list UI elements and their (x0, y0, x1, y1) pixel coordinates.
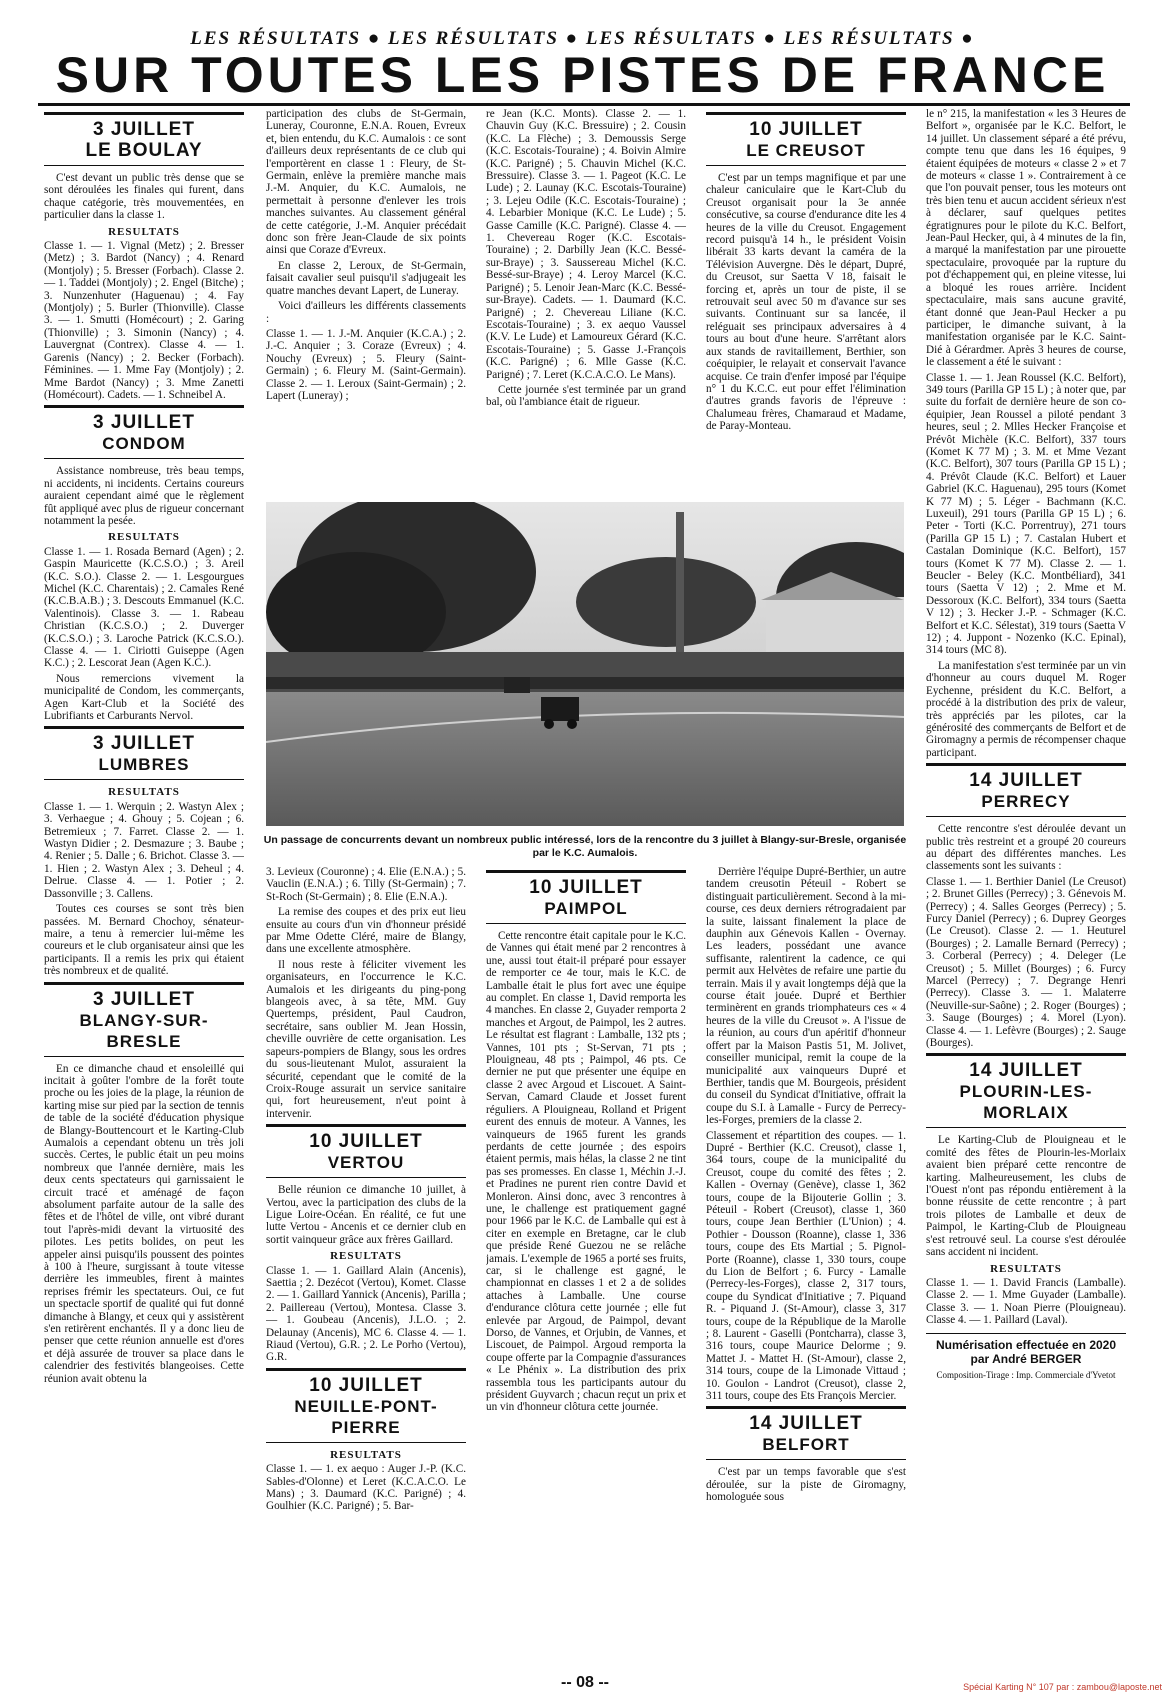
article-date: 14 JUILLET (749, 1413, 863, 1435)
results-list: Classe 1. — 1. ex aequo : Auger J.-P. (K.C. Sables-d'Olonne) et Leret (K.C.A.C.O. Le Mans) ; 3. Daumard (K.C. Parigné) ; 4. Goulhier (K.C. Parigné) ; 5. Bar- (266, 1463, 466, 1513)
article-header-plourin (926, 1053, 1126, 1128)
article-text: Il nous reste à féliciter vivement les organisateurs, en l'occurrence le K.C. Aumalois et les dirigeants du ping-pong blangeois avec, à sa tête, MM. Guy Quertemps, président, Paul Caudron, secrétaire, sans oublier M. Jean Hossin, cheville ouvrière de cette organisation. Les sapeurs-pompiers de Blangy, sous les ordres du sous-lieutenant Mulot, assuraient la sécurité, cependant que le comité de la Croix-Rouge assurait un service sanitaire qui, fort heureusement, n'eut point à intervenir. (266, 958, 466, 1120)
column-2-bottom (266, 866, 466, 1668)
article-text: En ce dimanche chaud et ensoleillé qui incitait à goûter l'ombre de la forêt toute proche ou les joies de la plage, la réunion de karting mise sur pied par la section de tennis de table de la société d'éducation physique de Blangy-Bouttencourt et le Karting-Club Aumalois a cependant obtenu un très joli succès. Certes, le public était un peu moins nombreux que l'année dernière, mais les deux cents spectateurs qui garnissaient le circuit tracé et aménagé de façon absolument parfaite autour de la salle des fêtes et de l'hôtel de ville, ont vibré durant tout l'après-midi devant la virtuosité des pilotes. Les petits bolides, on peut les appeler ainsi puisqu'ils poussent des pointes à 100 à l'heure, surgissant à toute vitesse derrière les immeubles, firent à maintes reprises frémir les spectateurs. Oui, ce fut un spectacle sportif de qualité qui fut donné dimanche à Blangy, et ceux qui y assistèrent s'en retirèrent enchantés. Il y a donc lieu de penser que cette réunion annuelle est d'ores et déjà assurée de trouver sa place dans le calendrier des festivités blangeoises. Cette réunion avait obtenu la (44, 1062, 244, 1385)
article-date: 14 JUILLET (969, 770, 1083, 792)
article-place: PLOURIN-LES-MORLAIX (959, 1082, 1093, 1123)
page-headline: SUR TOUTES LES PISTES DE FRANCE (55, 47, 1110, 103)
article-text: Cette journée s'est terminée par un grand bal, où l'ambiance était de rigueur. (486, 383, 686, 409)
photo-caption: Un passage de concurrents devant un nombreux public intéressé, lors de la rencontre du 3 juillet à Blangy-sur-Bresle, organisée par le K.C. Aumalois. (263, 834, 907, 859)
article-text: La remise des coupes et des prix eut lieu ensuite au cours d'un vin d'honneur présidé par Mme Odette Cléré, maire de Blangy, dans une excellente atmosphère. (266, 906, 466, 956)
results-heading: RESULTATS (330, 1250, 402, 1263)
scan-credit: Numérisation effectuée en 2020 par André BERGER (926, 1333, 1126, 1366)
article-place: PAIMPOL (544, 899, 628, 918)
results-list: Classe 1. — 1. Vignal (Metz) ; 2. Bresser (Metz) ; 3. Bardot (Nancy) ; 4. Renard (Montjoly) ; 5. Bresser (Forbach). Classe 2. — 1. Taddei (Montjoly) ; 2. Engel (Bitche) ; 3. Nunzenhuter (Haguenau) ; 4. Fay (Montjoly) ; 5. Burler (Thionville). Classe 3. — 1. Smutti (Homécourt) ; 2. Garing (Thionville) ; 3. Simonin (Nancy) ; 4. Lauvergnat (Contrex). Classe 4. — 1. Garenis (Nancy) ; 2. Becker (Forbach). Féminines. — 1. Mme Fay (Montjoly) ; 2. Mme Bardot (Nancy) ; 3. Mme Zanetti (Homécourt). Cadets. — 1. Schneibel A. (44, 240, 244, 401)
results-heading: RESULTATS (108, 786, 180, 799)
article-place: LUMBRES (98, 755, 190, 775)
headline-rule (38, 103, 1130, 106)
section-banner: LES RÉSULTATS ● LES RÉSULTATS ● LES RÉSULTATS ● LES RÉSULTATS ● (190, 28, 975, 49)
results-list: Classe 1. — 1. J.-M. Anquier (K.C.A.) ; 2. J.-C. Anquier ; 3. Coraze (Evreux) ; 4. Nouchy (Evreux) ; 5. Fleury (Saint-Germain) ; 6. Fleury M. (Saint-Germain). Classe 2. — 1. Leroux (Saint-Germain) ; 2. Lapert (Luneray) ; (266, 327, 466, 402)
article-text: Le Karting-Club de Plouigneau et le comité des fêtes de Plourin-les-Morlaix avaient bien préparé cette rencontre de karting. Malheureusement, les clubs de l'Ouest n'ont pas répondu entièrement à la bonne réussite de cette rencontre ; à part trois pilotes de Lamballe et deux de Paimpol, le Karting-Club de Plouigneau s'est retrouvé seul. La course s'est déroulée sans accident ni incident. (926, 1134, 1126, 1259)
article-date: 10 JUILLET (309, 1374, 423, 1396)
article-text: C'est devant un public très dense que se sont déroulées les finales qui furent, dans chaque catégorie, très mouvementées, en particulier dans la classe 1. (44, 172, 244, 222)
article-header-vertou (266, 1124, 466, 1178)
article-date: 10 JUILLET (529, 877, 643, 898)
article-place: PERRECY (981, 792, 1071, 812)
results-list: Classe 1. — 1. David Francis (Lamballe). Classe 2. — 1. Mme Guyader (Lamballe). Classe 3. — 1. Noan Pierre (Plouigneau). Classe 4. — 1. Paillard (Laval). (926, 1276, 1126, 1327)
page-number: -- 08 -- (561, 1674, 609, 1691)
article-place: BELFORT (762, 1435, 850, 1455)
results-list: Classe 1. — 1. Gaillard Alain (Ancenis), Saettia ; 2. Dezécot (Vertou), Komet. Classe 2. — 1. Gaillard Yannick (Ancenis), Parilla ; 2. Paillereau (Vertou), Montesa. Classe 3. — 1. Goubeau (Ancenis), J.L.O. ; 2. Delaunay (Ancenis), MC 6. Classe 4. — 1. Riaud (Vertou), G.R. ; 2. Le Porho (Vertou), G.R. (266, 1264, 466, 1364)
results-heading: RESULTATS (108, 531, 180, 544)
article-place: LE CREUSOT (746, 141, 866, 160)
article-place: NEUILLE-PONT-PIERRE (294, 1396, 438, 1437)
article-header-creusot (706, 112, 906, 166)
article-header-boulay (44, 112, 244, 166)
article-text: En classe 2, Leroux, de St-Germain, faisait cavalier seul puisqu'il s'adjugeait les quatre manches devant Lapert, de Luneray. (266, 259, 466, 297)
article-text: C'est par un temps magnifique et par une chaleur caniculaire que le Kart-Club du Creusot organisait pour la 3e année consécutive, sa course d'endurance dite les 4 heures de la ville du Creusot. Engagement record puisqu'à 14 h., le président Voisin libérait 33 karts devant la caméra de la Télévision Auvergne. Dès le départ, Dupré, du Creusot, sur Saetta V 18, faisait le forcing et, après un tour de piste, il se retrouvait seul avec 50 m d'avance sur ses suivants. Continuant sur sa lancée, il reléguait ses principaux adversaires à 4 tours au bout d'une heure. S'arrêtant alors aux stands de ravitaillement, Berthier, son coéquipier, le relayait et conservait l'avance acquise. Ce train d'enfer imposé par l'équipe n° 1 du K.C.C. eut pour effet l'élimination d'autres grands favoris de l'épreuve : Chalumeau frères, Chamaraud et Madame, de Paray-Monteau. (706, 172, 906, 433)
article-header-belfort (706, 1406, 906, 1460)
article-date: 14 JUILLET (969, 1060, 1083, 1082)
article-date: 3 JUILLET (93, 733, 195, 755)
article-text: 3. Levieux (Couronne) ; 4. Elie (E.N.A.) ; 5. Vauclin (E.N.A.) ; 6. Tilly (St-Germain) ; 7. St-Roch (St-Germain) ; 8. Elie (E.N.A.). (266, 866, 466, 903)
article-header-blangy (44, 982, 244, 1057)
article-text: La manifestation s'est terminée par un vin d'honneur au cours duquel M. Roger Eychenne, président du K.C. Belfort, a procédé à la distribution des prix de valeur, très appréciés par les pilotes, car la générosité des commerçants de Belfort et de Giromagny a permis de récompenser chaque participant. (926, 659, 1126, 759)
printer-credit: Composition-Tirage : Imp. Commerciale d'Yvetot (936, 1369, 1116, 1380)
article-date: 3 JUILLET (93, 988, 195, 1010)
article-text: Cette rencontre s'est déroulée devant un public très restreint et a groupé 20 coureurs au départ des différentes manches. Les classements sont les suivants : (926, 823, 1126, 873)
column-4-bottom (706, 866, 906, 1668)
results-list: re Jean (K.C. Monts). Classe 2. — 1. Chauvin Guy (K.C. Bressuire) ; 2. Cousin (K.C. La Flèche) ; 3. Demoussis Serge (K.C. Escotais-Touraine) ; 4. Boivin Almire (K.C. Parigné) ; 5. Chauvin Michel (K.C. Bressuire). Classe 3. — 1. Pageot (K.C. Le Lude) ; 2. Launay (K.C. Escotais-Touraine) ; 3. Lejeu Odile (K.C. Escotais-Touraine) ; 4. Lebarbier Monique (K.C. Le Lude) ; 5. Gasse Camille (K.C. Parigné). Classe 4. — 1. Chevereau Roger (K.C. Escotais-Touraine) ; 2. Darbilly Jean (K.C. Bessé-sur-Braye) ; 3. Saussereau Michel (K.C. Bessé-sur-Braye) ; 4. Leroy Marcel (K.C. Parigné) ; 5. Lenoir Jean-Marc (K.C. Bessé-sur-Braye). Cadets. — 1. Daumard (K.C. Parigné) ; 2. Chevereau Liliane (K.C. Escotais-Touraine) ; 3. ex aequo Vaussel (K.V. Le Lude) et Lamoureux Gérard (K.C. Escotais-Touraine) ; 5. Gasse J.-François (K.C. Parigné) ; 6. Mlle Gasse (K.C. Parigné) ; 7. Leret (K.C.A.C.O. Le Mans). (486, 108, 686, 381)
results-list: Classe 1. — 1. Werquin ; 2. Wastyn Alex ; 3. Verhaegue ; 4. Ghouy ; 5. Cojean ; 6. Betremieux ; 7. Farret. Classe 2. — 1. Wastyn Didier ; 2. Desmazure ; 3. Baube ; 4. Renier ; 5. Dalle ; 6. Brichot. Classe 3. — 1. Hien ; 2. Wastyn Alex ; 3. Deheul ; 4. Delrue. Classe 4. — 1. Potier ; 2. Dassonville ; 3. Callens. (44, 800, 244, 900)
results-heading: RESULTATS (330, 1448, 402, 1461)
article-place: CONDOM (102, 434, 186, 454)
article-header-paimpol (486, 870, 686, 924)
column-1 (44, 108, 244, 1668)
article-header-condom (44, 405, 244, 459)
article-date: 3 JUILLET (93, 412, 195, 434)
column-3-bottom (486, 866, 686, 1668)
results-heading: RESULTATS (108, 225, 180, 238)
article-header-lumbres (44, 726, 244, 780)
article-text: Assistance nombreuse, très beau temps, ni accidents, ni incidents. Certains coureurs auraient cependant aimé que le règlement fût appliqué avec plus de rigueur concernant notamment la pesée. (44, 465, 244, 527)
results-list: Classement et répartition des coupes. — 1. Dupré - Berthier (K.C. Creusot), classe 1, 364 tours, coupe de la municipalité du Creusot, coupe du comité des fêtes ; 2. Kallen - Overnay (Genève), classe 1, 362 tours, coupe de la Bijouterie Gollin ; 3. Péteuil - Robert (Creusot), classe 1, 360 tours, coupe Jean Berthier (L'Union) ; 4. Pothier - Dousson (Roanne), classe 1, 336 tours, coupe des Ets Martial ; 5. Pignol-Porte (Roanne), classe 1, 330 tours, coupe du Lion de Belfort ; 6. Furcy - Lamalle (Perrecy-les-Forges), classe 2, 317 tours, coupe du Syndicat d'Initiative ; 7. Piquand R. - Piquand J. (St-Amour), classe 3, 317 tours, coupe de la République de la Marolle ; 8. Laurent - Gaselli (Pontcharra), classe 3, 316 tours, coupe Maurice Delorme ; 9. Mattet J. - Mattet H. (St-Amour), classe 2, 314 tours, coupe de la Limonade Vittaud ; 10. Goulon - Landrot (Creusot), classe 2, 311 tours, coupe des Ets François Mercier. (706, 1129, 906, 1403)
column-4-top (706, 108, 906, 496)
results-list: Classe 1. — 1. Rosada Bernard (Agen) ; 2. Gaspin Mauricette (K.C.S.O.) ; 3. Areil (K.C. S.O.). Classe 2. — 1. Lesgourgues Michel (K.C. Charentais) ; 2. Camales René (K.C.B.A.B.) ; 3. Descouts Emmanuel (K.C. Valentinois). Classe 3. — 1. Rabeau Christian (K.C.S.O.) ; 2. Duverger (K.C.S.O.) ; 3. Laroche Patrick (K.C.S.O.). Classe 4. — 1. Ciriotti Guiseppe (Agen K.C.) ; 2. Lescorat Jean (Agen K.C.). (44, 545, 244, 670)
article-text: Nous remercions vivement la municipalité de Condom, les commerçants, Agen Kart-Club et la Société des Lubrifiants et Carburants Nervol. (44, 672, 244, 723)
race-photo (266, 502, 904, 826)
article-text: le n° 215, la manifestation « les 3 Heures de Belfort », organisée par le K.C. Belfort, le 14 juillet. Un classement séparé a été prévu, compte tenu que dans les 16 équipes, 9 étaient équipées de moteurs « classe 2 » et 7 de moteurs « classe 1 ». Contrairement à ce que l'on pouvait penser, tous les moteurs ont très bien tenu et aucun accident sérieux n'est à déclarer, sauf quelques petites égratignures pour le pilote du K.C. Belfort, Jean-Paul Hecker, qui, à 4 minutes de la fin, a marqué la manifestation par une pirouette spectaculaire, provoquée par la rupture du pot d'échappement qui, en pleine vitesse, lui a bloqué les roues arrière. Incident spectaculaire, mais sans aucune gravité, étant donné que Jean-Paul Hecker a pu participer, le dimanche suivant, à la manifestation organisée par le K.C. Saint-Dié à Gérardmer. Après 3 heures de course, le classement a été le suivant : (926, 108, 1126, 369)
column-2-top (266, 108, 466, 496)
article-text: Derrière l'équipe Dupré-Berthier, un autre tandem creusotin Péteuil - Robert se distinguait particulièrement. Second à la mi-course, ces deux derniers rétrogradaient par la suite, laissant finalement la place de dauphin aux Génevois Kallen - Overnay. Les leaders, possédant une avance suffisante, ralentirent la cadence, ce qui permit aux Helvètes de refaire une partie du terrain. Mais il y avait longtemps déjà que la course était jouée. Dupré et Berthier terminèrent en grands triomphateurs ces « 4 heures de la ville du Creusot ». A l'issue de la réunion, au cours d'un apéritif d'honneur offert par la Maison Pastis 51, M. Jolivet, conseiller municipal, remit la coupe de la municipalité aux vainqueurs Dupré et Berthier, tandis que M. Bourgeois, président du conseil du Syndicat d'Initiative, offrait la coupe du S.I. à Lamalle - Furcy de Perrecy-les-Forges, premiers de la classe 2. (706, 866, 906, 1127)
article-text: C'est par un temps favorable que s'est déroulée, sur la piste de Giromagny, homologuée sous (706, 1466, 906, 1504)
article-date: 10 JUILLET (309, 1131, 423, 1153)
article-place: BLANGY-SUR-BRESLE (79, 1010, 209, 1051)
article-header-neuille (266, 1368, 466, 1443)
article-date: 3 JUILLET (93, 119, 195, 140)
article-header-perrecy (926, 763, 1126, 817)
results-list: Classe 1. — 1. Berthier Daniel (Le Creusot) ; 2. Brunet Gilles (Perrecy) ; 3. Génevois M. (Perrecy) ; 4. Salles Georges (Perrecy) ; 5. Furcy Daniel (Perrecy) ; 6. Duprey Georges (Le Creusot). Classe 2. — 1. Heuturel (Bourges) ; 2. Lamalle Bernard (Perrecy) ; 3. Corberal (Perrecy) ; 4. Deleger (Le Creusot) ; 5. Millet (Bourges) ; 6. Furcy Marcel (Perrecy) ; 7. Degrange Henri (Perrecy). Classe 3. — 1. Malaterre (Neuville-sur-Saône) ; 2. Roger (Bourges) ; 3. Sauge (Bourges) ; 4. Morel (Lyon). Classe 4. — 1. Lefèvre (Bourges) ; 2. Sauge (Bourges). (926, 875, 1126, 1050)
article-text: Cette rencontre était capitale pour le K.C. de Vannes qui était mené par 2 rencontres à une, aussi tout était-il préparé pour essayer de remporter ce 4e tour, mais le K.C. de Lamballe était le plus fort avec une équipe au complet. En classe 1, David remporta les 4 manches. En classe 2, Guyader remporta 2 manches et Argout, de Paimpol, les 2 autres. Le résultat est flagrant : Lamballe, 132 pts ; Vannes, 101 pts ; St-Servan, 71 pts ; Plouigneau, 48 pts ; Paimpol, 46 pts. Ce dernier ne put que présenter une équipe en classe 2 avec Argoud et Liscouet. A Saint-Servan, Camard Claude et Josset furent réguliers. A Plouigneau, Rolland et Prigent eurent des ennuis de moteur. A Vannes, les vainqueurs de 1965 furent les grands perdants de cette journée ; des espoirs étaient permis, mais hélas, la classe 2 ne tint pas ses promesses. En classe 1, Méchin J.-J. et Pradines ne purent rien contre David et Monleron. Ainsi donc, avec 3 rencontres à une, le challenge est pratiquement gagné pour 1966 par le K.C. de Lamballe qui est à citer en exemple en Bretagne, car le club que préside René Guezou ne se relâche jamais. L'exemple de 1965 a porté ses fruits, car, si le challenge est gagné, le championnat en classes 1 et 2 a de solides attaches à Lamballe. Une course d'endurance clôtura cette journée ; elle fut enlevée par Argoud, de Paimpol, devant Dorso, de Vannes, et Orjubin, de Vannes, et Liscouet, de Paimpol. Argoud remporta la coupe offerte par la Compagnie d'assurances « Le Phénix ». La distribution des prix rassembla tous les participants autour du président Guyvarch ; chacun reçut un prix et un vin d'honneur clôtura cette journée. (486, 930, 686, 1414)
article-text: Voici d'ailleurs les différents classements : (266, 300, 466, 325)
footer-attribution: Spécial Karting N° 107 par : zambou@laposte.net (963, 1682, 1162, 1692)
article-place: VERTOU (327, 1153, 405, 1173)
article-text: participation des clubs de St-Germain, Luneray, Couronne, E.N.A. Rouen, Evreux et, bien entendu, du K.C. Aumalois : ce sont d'ailleurs deux représentants de ce club qui l'emportèrent en classe 1 : Fleury, de St-Germain, enlève la première manche mais J.-M. Anquier, du K.C. Aumalois, ne permettait à personne d'enlever les trois manches suivantes. Au classement général de cette catégorie, J.-M. Anquier précédait donc son frère Jean-Claude de six points ainsi que Coraze d'Evreux. (266, 108, 466, 257)
article-text: Belle réunion ce dimanche 10 juillet, à Vertou, avec la participation des clubs de la Ligue Loire-Océan. En réalité, ce fut une lutte Vertou - Ancenis et ce dernier club en sortit vainqueur grâce aux frères Gaillard. (266, 1184, 466, 1246)
article-place: LE BOULAY (85, 140, 203, 161)
article-text: Toutes ces courses se sont très bien passées. M. Bernard Chochoy, sénateur-maire, a tenu à remercier lui-même les coureurs et le club organisateur ainsi que les participants. Il a remis les prix qui étaient très nombreux et de qualité. (44, 903, 244, 978)
column-3-top (486, 108, 686, 496)
article-date: 10 JUILLET (749, 119, 863, 140)
results-list: Classe 1. — 1. Jean Roussel (K.C. Belfort), 349 tours (Parilla GP 15 L) ; à noter que, par suite du forfait de dernière heure de son co-équipier, Jean Roussel a piloté pendant 3 heures, seul ; 2. Mlles Hecker Françoise et Prévôt Michèle (K.C. Belfort), 337 tours (Komet K 77 M) ; 3. M. et Mme Vezant (K.C. Belfort), 307 tours (Parilla GP 15 L) ; 4. Prévôt Claude (K.C. Belfort) et Lauer Gabriel (K.C. Haguenau), 295 tours (Komet K 77 M) ; 5. Léger - Bachmann (K.C. Luxeuil), 291 tours (Parilla GP 15 L) ; 6. Peter - Torti (K.C. Porrentruy), 271 tours (Parilla GP 15 L) ; 7. Castalan Hubert et Castalan Dominique (K.C. Belfort), 157 tours (Komet K 77 M). Classe 2. — 1. Beucler - Beley (K.C. Montbéliard), 341 tours (Saetta V 12) ; 2. Mme et M. Dessoroux (K.C. Belfort), 334 tours (Saetta V 12) ; 3. Hecker J.-P. - Schmager (K.C. Belfort et K.C. Sélestat), 319 tours (Saetta V 12) ; 4. Juppont - Nozenko (K.C. Epinal), 314 tours (MC 8). (926, 371, 1126, 657)
race-photo-image (266, 502, 904, 826)
column-5 (926, 108, 1126, 1668)
results-heading: RESULTATS (990, 1262, 1062, 1275)
